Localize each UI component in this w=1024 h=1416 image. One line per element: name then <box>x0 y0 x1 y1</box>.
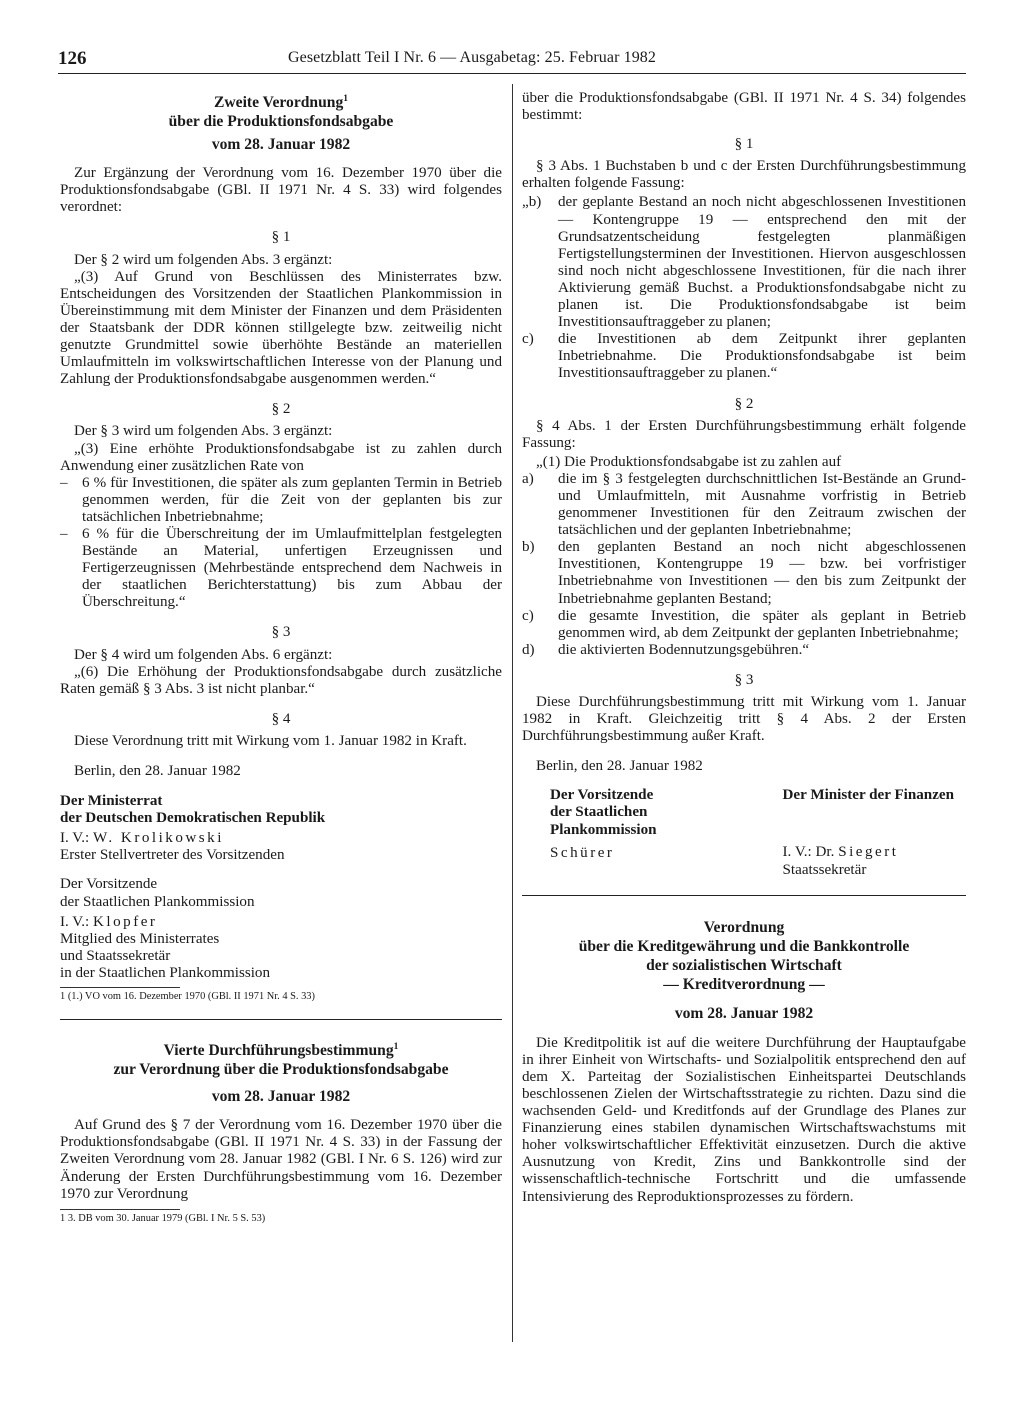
place-date: Berlin, den 28. Januar 1982 <box>74 763 241 779</box>
list-item <box>522 194 966 331</box>
list-text: 6 % für Investitionen, die später als zum geplanten Termin in Betrieb genommen werden, für die Zeit von der geplanten bis zur tatsächlichen Inbetriebnahme; <box>82 474 502 525</box>
list-item <box>522 331 966 382</box>
footnote-text: (1.) VO vom 16. Dezember 1970 (GBl. II 1971 Nr. 4 S. 33) <box>67 991 315 1003</box>
header-title: Gesetzblatt Teil I Nr. 6 — Ausgabetag: 25. Februar 1982 <box>288 49 657 66</box>
title-line-2: über die Kreditgewährung und die Bankkontrolle <box>578 937 910 955</box>
list-item <box>522 539 966 607</box>
column-separator <box>512 84 513 1342</box>
signatory <box>60 830 502 847</box>
footnote <box>60 990 502 1003</box>
signatory <box>60 914 502 931</box>
signatory-role: Der Vorsitzende <box>60 876 158 893</box>
paragraph-lead: § 3 Abs. 1 Buchstaben b und c der Ersten Durchführungsbestimmung erhalten folgende Fassung: <box>522 158 966 192</box>
footnote-ref: 1 <box>343 94 348 104</box>
list-marker: – <box>60 474 68 491</box>
list-marker: b) <box>522 539 535 556</box>
list-text: der geplante Bestand an noch nicht abgeschlossenen Investitionen — Kontengruppe 19 — entsprechend den mit der Grundsatzentscheidung festgelegten planmäßigen Fertigstellungsterminen der Investitionen. Hiervon ausgeschlossen sind noch nicht abgeschlossene Investitionen, für die nach ihrer Aktivierung gemäß Buchst. a Produktionsfondsabgabe nicht zu planen ist. Die Produktionsfondsabgabe ist beim Investitionsauftraggeber zu planen; <box>558 194 966 331</box>
list-item <box>522 608 966 642</box>
left-column <box>60 90 502 1225</box>
list-item <box>60 475 502 526</box>
footnote-mark: 1 <box>60 1212 66 1224</box>
signatory-planning <box>550 787 657 878</box>
signatory-role: der Staatlichen Plankommission <box>60 893 255 910</box>
paragraph-text: „(3) Auf Grund von Beschlüssen des Ministerrates bzw. Entscheidungen des Vorsitzenden der Staatlichen Plankommission in Übereinstimmung mit dem Minister der Finanzen und dem Präsidenten der Staatsbank der DDR können stillgelegte bzw. zeitweilig nicht genutzte Grundmittel sowie überhöhte Bestände an materiellen Umlaufmitteln im volkswirtschaftlichen Interesse von der Planung und Zahlung der Produktionsfondsabgabe ausgenommen werden.“ <box>60 268 502 388</box>
list-marker: a) <box>522 470 534 487</box>
header-rule <box>58 73 966 74</box>
iv-label: I. V.: Dr. <box>782 844 835 861</box>
footnote-mark: 1 <box>60 991 66 1003</box>
paragraph-text: Diese Verordnung tritt mit Wirkung vom 1. Januar 1982 in Kraft. <box>74 732 467 749</box>
right-column <box>522 90 966 1206</box>
signatory-finance <box>783 787 954 878</box>
paragraph-text: „(6) Die Erhöhung der Produktionsfondsabgabe durch zusätzliche Raten gemäß § 3 Abs. 3 ist nicht planbar.“ <box>60 663 502 697</box>
paragraph-lead: Der § 2 wird um folgenden Abs. 3 ergänzt: <box>74 251 333 268</box>
signatory-role: der Staatlichen <box>550 804 648 821</box>
title-line-1: Vierte Durchführungsbestimmung <box>163 1042 394 1060</box>
list-marker: c) <box>522 607 534 624</box>
paragraph-heading: § 2 <box>271 401 291 418</box>
intro-paragraph: Auf Grund des § 7 der Verordnung vom 16. Dezember 1970 über die Produktionsfondsabgabe (GBl. II 1971 Nr. 4 S. 33) in der Fassung der Zweiten Verordnung vom 28. Januar 1982 (GBl. I Nr. 6 S. 126) wird zur Änderung der Ersten Durchführungsbestimmung vom 16. Dezember 1970 zur Verordnung <box>60 1117 502 1202</box>
iv-label: I. V.: <box>60 830 90 847</box>
list-text: die aktivierten Bodennutzungsgebühren.“ <box>558 641 810 658</box>
signatory-name: Schürer <box>550 844 615 861</box>
paragraph-text: „(1) Die Produktionsfondsabgabe ist zu zahlen auf <box>536 453 842 470</box>
list-marker: – <box>60 525 68 542</box>
list-text: die im § 3 festgelegten durchschnittlichen Ist-Bestände an Grund- und Umlaufmitteln, mit Ausnahme vorfristig in Betrieb genommener Investitionen für den Zeitraum zwischen der tatsächlichen und der geplanten Inbetriebnahme; <box>558 470 966 539</box>
section-date: vom 28. Januar 1982 <box>211 136 351 154</box>
signatory-role: Der Vorsitzende <box>550 787 654 804</box>
preamble-paragraph: Die Kreditpolitik ist auf die weitere Durchführung der Hauptaufgabe in ihrer Einheit von Wirtschafts- und Sozialpolitik entsprechend den auf dem X. Parteitag der Sozialistischen Einheitspartei Deutschlands beschlossenen Zielen der Wirtschaftsstrategie zu richten. Dazu sind die wachsenden Geld- und Kreditfonds auf der Grundlage des Planes zur Finanzierung eines stabilen dynamischen Wirtschaftswachstums mit hoher volkswirtschaftlicher Effektivität einzusetzen. Durch die aktive Ausnutzung von Kredit, Zins und Bankkontrolle sind der wissenschaftlich-technische Fortschritt und die umfassende Intensivierung des Reproduktionsprozesses zu fördern. <box>522 1034 966 1205</box>
page-number: 126 <box>58 48 87 69</box>
continued-text: über die Produktionsfondsabgabe (GBl. II 1971 Nr. 4 S. 34) folgendes bestimmt: <box>522 90 966 124</box>
paragraph-lead: § 4 Abs. 1 der Ersten Durchführungsbestimmung erhält folgende Fassung: <box>522 417 966 451</box>
signature-organ: der Deutschen Demokratischen Republik <box>60 810 326 827</box>
signatory-name: Klopfer <box>93 913 158 930</box>
list-text: die Investitionen ab dem Zeitpunkt ihrer geplanten Inbetriebnahme. Die Produktionsfondsabgabe ist beim Investitionsauftraggeber zu planen.“ <box>558 331 966 382</box>
paragraph-lead: Der § 4 wird um folgenden Abs. 6 ergänzt: <box>74 646 333 663</box>
section-zweite-verordnung <box>60 90 502 1003</box>
title-line-1: Zweite Verordnung <box>214 94 344 112</box>
footnote <box>60 1212 502 1225</box>
signatory-name: Siegert <box>838 844 899 861</box>
section-kreditverordnung <box>522 918 966 1206</box>
list-marker: „b) <box>522 194 542 211</box>
section-date: vom 28. Januar 1982 <box>674 1004 814 1022</box>
signatory-role: Staatssekretär <box>782 861 867 878</box>
paragraph-heading: § 1 <box>734 136 754 153</box>
section-title <box>60 1038 502 1060</box>
section-title <box>60 90 502 112</box>
paragraph-heading: § 4 <box>271 710 291 727</box>
footnote-text: 3. DB vom 30. Januar 1979 (GBl. I Nr. 5 S. 53) <box>67 1212 266 1224</box>
section-rule <box>522 895 966 896</box>
list-item <box>60 526 502 611</box>
title-short: — Kreditverordnung — <box>663 975 825 993</box>
signature-block <box>60 793 502 982</box>
intro-paragraph: Zur Ergänzung der Verordnung vom 16. Dezember 1970 über die Produktionsfondsabgabe (GBl. II 1971 Nr. 4 S. 33) wird folgendes verordnet: <box>60 165 502 216</box>
list-text: 6 % für die Überschreitung der im Umlaufmittelplan festgelegten Bestände an Material, unfertigen Erzeugnissen und Fertigerzeugnissen (Mehrbestände entsprechend dem Nachweis in der staatlichen Berichterstattung) bis zum Abbau der Überschreitung.“ <box>82 525 502 611</box>
title-line-3: der sozialistischen Wirtschaft <box>646 956 842 974</box>
paragraph-heading: § 1 <box>271 229 291 246</box>
paragraph-heading: § 2 <box>734 395 754 412</box>
signatory-role: Mitglied des Ministerrates <box>60 930 220 947</box>
signatory-role: Erster Stellvertreter des Vorsitzenden <box>60 847 285 864</box>
list-text: den geplanten Bestand an noch nicht abgeschlossenen Investitionen, Kontengruppe 19 — bzw. bei vorfristiger Inbetriebnahme von Investitionen — den bis zum Zeitpunkt der Inbetriebnahme geplanten Bestand; <box>558 539 966 607</box>
signatory-role: Der Minister der Finanzen <box>782 787 954 804</box>
paragraph-heading: § 3 <box>734 671 754 688</box>
section-date: vom 28. Januar 1982 <box>211 1088 351 1106</box>
section-rule <box>60 1019 502 1020</box>
list-marker: d) <box>522 641 535 658</box>
iv-label: I. V.: <box>60 913 90 930</box>
section-title: Verordnung <box>703 918 785 936</box>
paragraph-text: Diese Durchführungsbestimmung tritt mit Wirkung vom 1. Januar 1982 in Kraft. Gleichzeitig tritt § 4 Abs. 2 der Ersten Durchführungsbestimmung außer Kraft. <box>522 694 966 745</box>
footnote-rule <box>60 987 180 988</box>
place-date: Berlin, den 28. Januar 1982 <box>536 758 703 775</box>
title-line-2: über die Produktionsfondsabgabe <box>168 113 394 131</box>
list-item <box>522 471 966 539</box>
paragraph-lead: Der § 3 wird um folgenden Abs. 3 ergänzt: <box>74 423 333 440</box>
title-line-2: zur Verordnung über die Produktionsfondsabgabe <box>113 1061 449 1079</box>
footnote-rule <box>60 1209 180 1210</box>
paragraph-text: „(3) Eine erhöhte Produktionsfondsabgabe ist zu zahlen durch Anwendung einer zusätzlichen Rate von <box>60 440 502 474</box>
signatory-name: W. Krolikowski <box>93 830 224 847</box>
footnote-ref: 1 <box>393 1042 399 1053</box>
list-text: die gesamte Investition, die später als geplant in Betrieb genommen wird, ab dem Zeitpunkt der geplanten Inbetriebnahme; <box>558 607 966 641</box>
signatory-role: und Staatssekretär <box>60 947 171 964</box>
paragraph-heading: § 3 <box>271 624 291 641</box>
list-marker: c) <box>522 331 534 348</box>
signature-organ: Der Ministerrat <box>60 793 163 810</box>
signature-block <box>522 787 966 878</box>
signatory <box>783 844 954 861</box>
signatory-role: in der Staatlichen Plankommission <box>60 964 271 981</box>
signatory-role: Plankommission <box>550 821 657 838</box>
list-item <box>522 642 966 659</box>
section-vierte-durchfuehrungsbestimmung <box>60 1038 502 1225</box>
running-header <box>58 48 966 74</box>
